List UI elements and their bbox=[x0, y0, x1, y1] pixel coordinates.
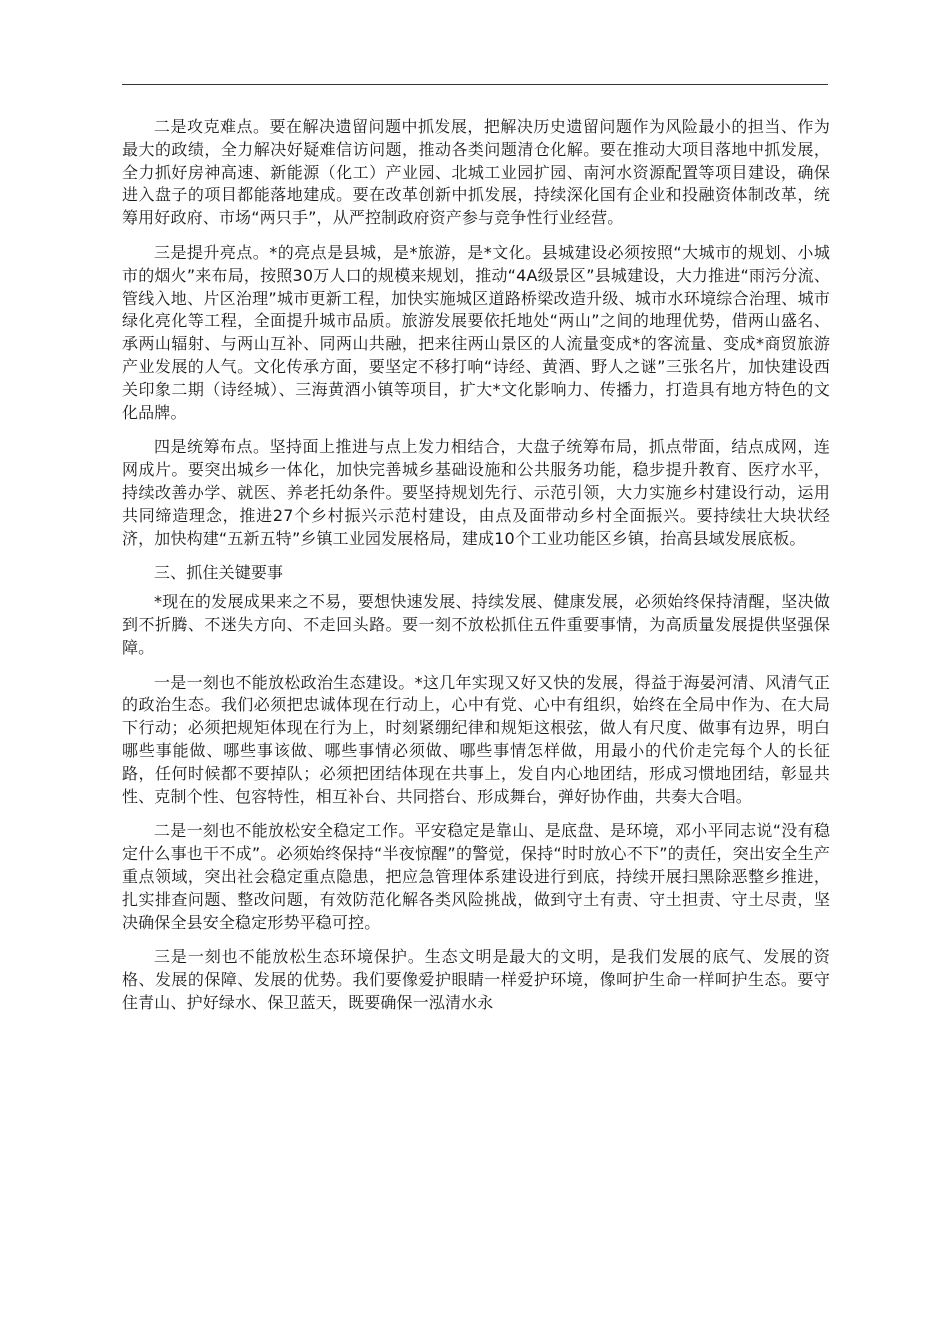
paragraph-coordinated-layout: 四是统筹布点。坚持面上推进与点上发力相结合，大盘子统筹布局，抓点带面，结点成网，连网成片。要突出城乡一体化，加快完善城乡基础设施和公共服务功能，稳步提升教育、医疗水平，持续改善办学、就医、养老托幼条件。要坚持规划先行、示范引领，大力实施乡村建设行动，运用共同缔造理念，推进27个乡村振兴示范村建设，由点及面带动乡村全面振兴。要持续壮大块状经济，加快构建“五新五特”乡镇工业园发展格局，建成10个工业功能区乡镇，抬高县域发展底板。 bbox=[122, 437, 830, 548]
document-body bbox=[122, 116, 830, 1027]
paragraph-safety-stability: 二是一刻也不能放松安全稳定工作。平安稳定是靠山、是底盘、是环境，邓小平同志说“没有稳定什么事也干不成”。必须始终保持“半夜惊醒”的警觉，保持“时时放心不下”的责任，突出安全生产重点领域，突出社会稳定重点隐患，把应急管理体系建设进行到底，持续开展扫黑除恶整乡推进，扎实排查问题、整改问题，有效防范化解各类风险挑战，做到守土有责、守土担责、守土尽责，坚决确保全县安全稳定形势平稳可控。 bbox=[122, 821, 830, 932]
section-heading: 三、抓住关键要事 bbox=[154, 563, 284, 583]
paragraph-highlights: 三是提升亮点。*的亮点是县城，是*旅游，是*文化。县城建设必须按照“大城市的规划、小城市的烟火”来布局，按照30万人口的规模来规划，推动“4A级景区”县城建设，大力推进“雨污分流、管线入地、片区治理”城市更新工程，加快实施城区道路桥梁改造升级、城市水环境综合治理、城市绿化亮化等工程，全面提升城市品质。旅游发展要依托地处“两山”之间的地理优势，借两山盛名、承两山辐射、与两山互补、同两山共融，把来往两山景区的人流量变成*的客流量、变成*商贸旅游产业发展的人气。文化传承方面，要坚定不移打响“诗经、黄酒、野人之谜”三张名片，加快建设西关印象二期（诗经城）、三海黄酒小镇等项目，扩大*文化影响力、传播力，打造具有地方特色的文化品牌。 bbox=[122, 242, 830, 422]
paragraph-intro: *现在的发展成果来之不易，要想快速发展、持续发展、健康发展，必须始终保持清醒，坚决做到不折腾、不迷失方向、不走回头路。要一刻不放松抓住五件重要事情，为高质量发展提供坚强保障。 bbox=[122, 592, 830, 657]
paragraph-political-ecology: 一是一刻也不能放松政治生态建设。*这几年实现又好又快的发展，得益于海晏河清、风清气正的政治生态。我们必须把忠诚体现在行动上，心中有党、心中有组织，始终在全局中作为、在大局下行动；必须把规矩体现在行为上，时刻紧绷纪律和规矩这根弦，做人有尺度、做事有边界，明白哪些事能做、哪些事该做、哪些事情必须做、哪些事情怎样做，用最小的代价走完每个人的长征路，任何时候都不要掉队；必须把团结体现在共事上，发自内心地团结，形成习惯地团结，彰显共性、克制个性、包容特性，相互补台、共同搭台、形成舞台，弹好协作曲，共奏大合唱。 bbox=[122, 672, 830, 806]
paragraph-environment: 三是一刻也不能放松生态环境保护。生态文明是最大的文明，是我们发展的底气、发展的资格、发展的保障、发展的优势。我们要像爱护眼睛一样爱护环境，像呵护生命一样呵护生态。要守住青山、护好绿水、保卫蓝天，既要确保一泓清水永 bbox=[122, 947, 830, 1012]
paragraph-overcome-difficulties: 二是攻克难点。要在解决遗留问题中抓发展，把解决历史遗留问题作为风险最小的担当、作为最大的政绩，全力解决好疑难信访问题，推动各类问题清仓化解。要在推动大项目落地中抓发展，全力抓好房神高速、新能源（化工）产业园、北城工业园扩园、南河水资源配置等项目建设，确保进入盘子的项目都能落地建成。要在改革创新中抓发展，持续深化国有企业和投融资体制改革，统筹用好政府、市场“两只手”，从严控制政府资产参与竞争性行业经营。 bbox=[122, 117, 830, 228]
header-rule bbox=[122, 84, 828, 85]
